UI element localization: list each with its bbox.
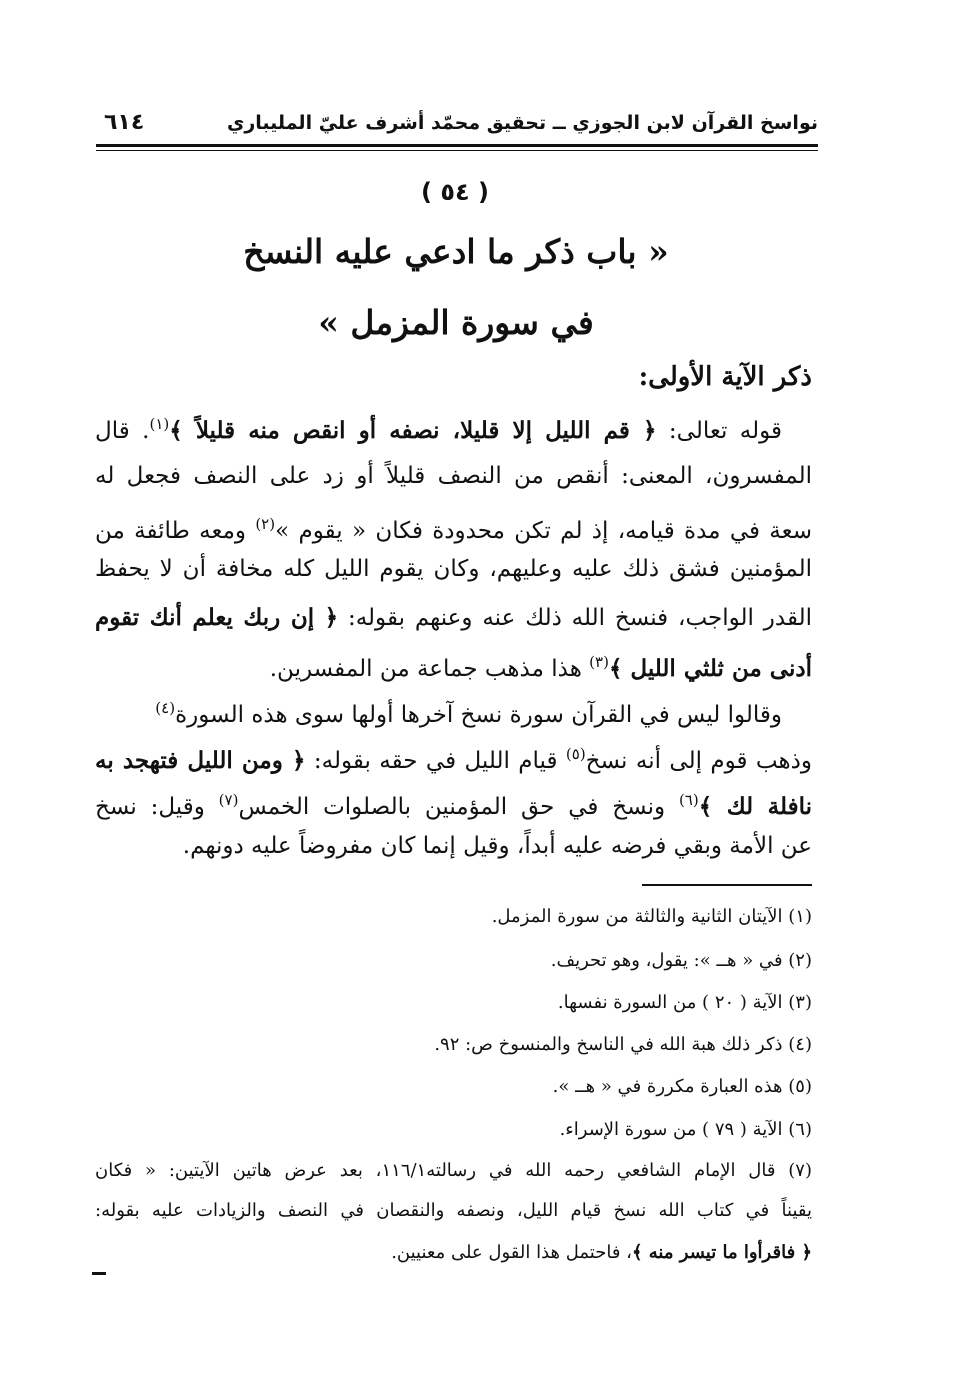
footnote-ref: (٤) <box>155 699 176 717</box>
body-line-4: المؤمنين فشق ذلك عليه وعليهم، وكان يقوم الليل كله مخافة أن لا يحفظ <box>95 556 812 582</box>
footnote-ref: (٦) <box>678 791 699 809</box>
footnote-6: (٦) الآية ( ٧٩ ) من سورة الإسراء. <box>559 1119 812 1140</box>
footnote-7-line-2: يقيناً في كتاب الله نسخ قيام الليل، ونصفه والنقصان في النصف والزيادات عليه بقوله: <box>95 1200 812 1221</box>
page-end-mark <box>92 1272 106 1275</box>
body-text: ومعه طائفة من <box>95 518 256 544</box>
footnote-4: (٤) ذكر ذلك هبة الله في الناسخ والمنسوخ ص: ٩٢. <box>434 1034 812 1055</box>
chapter-title-line-1: « باب ذكر ما ادعي عليه النسخ <box>243 232 669 271</box>
body-text: وقيل: نسخ <box>95 794 219 820</box>
body-line-3 <box>95 504 812 544</box>
chapter-title-line-2: في سورة المزمل » <box>318 303 594 342</box>
body-text: . قال <box>95 418 150 444</box>
body-line-8 <box>95 734 812 774</box>
quran-quote: نافلة لك ﴾ <box>698 793 812 820</box>
body-line-1 <box>95 404 812 444</box>
body-text: قوله تعالى: <box>656 418 782 444</box>
body-text: ونسخ في حق المؤمنين بالصلوات الخمس <box>238 794 679 820</box>
footnote-separator <box>642 884 812 886</box>
footnote-7-line-1: (٧) قال الإمام الشافعي رحمه الله في رسالته١١٦/١، بعد عرض هاتين الآيتين: « فكان <box>95 1160 812 1181</box>
body-text: قيام الليل في حقه بقوله: <box>305 748 566 774</box>
body-line-6 <box>270 642 812 682</box>
quran-quote: ﴿ إن ربك يعلم أنك تقوم <box>95 604 339 631</box>
footnote-ref: (٢) <box>255 515 276 533</box>
footnote-ref: (٥) <box>565 745 586 763</box>
footnote-text: ، فاحتمل هذا القول على معنيين. <box>391 1242 632 1263</box>
body-line-9 <box>95 780 812 820</box>
body-line-10: عن الأمة وبقي فرضه عليه أبداً، وقيل إنما كان مفروضاً عليه دونهم. <box>182 833 812 859</box>
header-rule-thin <box>96 150 818 151</box>
body-line-5 <box>95 598 812 638</box>
body-line-2: المفسرون، المعنى: أنقص من النصف قليلاً أو زد على النصف فجعل له <box>95 463 812 489</box>
body-text: وذهب قوم إلى أنه نسخ <box>585 748 812 774</box>
quran-quote: أدنى من ثلثي الليل ﴾ <box>608 655 812 682</box>
footnote-2: (٢) في « هــ »: يقول، وهو تحريف. <box>550 950 812 971</box>
quran-quote: ﴿ ومن الليل فتهجد به <box>95 747 306 774</box>
body-line-7 <box>155 688 782 728</box>
footnote-5: (٥) هذه العبارة مكررة في « هــ ». <box>552 1076 812 1097</box>
section-heading: ذكر الآية الأولى: <box>638 362 812 392</box>
body-text: سعة في مدة قيامه، إذ لم تكن محدودة فكان « يقوم » <box>275 518 812 544</box>
footnote-1: (١) الآيتان الثانية والثالثة من سورة المزمل. <box>491 906 812 927</box>
footnote-ref: (٧) <box>218 791 239 809</box>
footnote-ref: (٣) <box>589 653 609 671</box>
footnote-3: (٣) الآية ( ٢٠ ) من السورة نفسها. <box>557 992 812 1013</box>
quran-quote: ﴿ فاقرأوا ما تيسر منه ﴾ <box>631 1242 812 1263</box>
body-text: القدر الواجب، فنسخ الله ذلك عنه وعنهم بقوله: <box>338 605 812 631</box>
footnote-ref: (١) <box>149 415 170 433</box>
body-text: وقالوا ليس في القرآن سورة نسخ آخرها أولها سوى هذه السورة <box>175 702 782 728</box>
quran-quote: ﴿ قم الليل إلا قليلا، نصفه أو انقص منه قليلاً ﴾ <box>169 417 657 444</box>
footnote-7-line-3 <box>391 1238 812 1268</box>
page-number: ٦١٤ <box>104 110 145 135</box>
running-title: نواسخ القرآن لابن الجوزي ــ تحقيق محمّد أشرف عليّ المليباري <box>226 112 818 134</box>
header-rule-thick <box>96 144 818 147</box>
chapter-number: ( ٥٤ ) <box>421 178 489 206</box>
body-text: هذا مذهب جماعة من المفسرين. <box>269 656 590 682</box>
